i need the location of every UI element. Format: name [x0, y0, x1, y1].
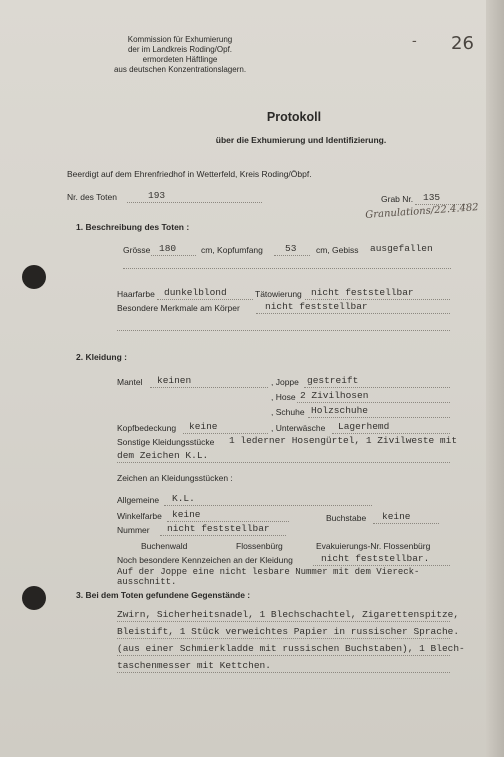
- page-dash: -: [412, 33, 417, 49]
- blank-line-2: [117, 330, 450, 331]
- head-circumference-label: cm, Kopfumfang: [201, 245, 263, 255]
- hair-line: [157, 299, 253, 300]
- special-marks-label: Noch besondere Kennzeichen an der Kleidung: [117, 555, 293, 565]
- headwear-value: keine: [189, 421, 218, 432]
- headwear-line: [183, 433, 268, 434]
- headwear-label: Kopfbedeckung: [117, 423, 177, 433]
- camp-evacuation: Evakuierungs-Nr. Flossenbürg: [316, 541, 431, 551]
- underwear-line: [332, 433, 450, 434]
- section2-heading: 2. Kleidung :: [76, 352, 127, 362]
- body-marks-value: nicht feststellbar: [265, 301, 368, 312]
- letter-label: Buchstabe: [326, 513, 367, 523]
- number-label: Nummer: [117, 525, 150, 535]
- found-items-line-2: Bleistift, 1 Stück verweichtes Papier in russischer Sprache.: [117, 626, 460, 637]
- special-note-1: Auf der Joppe eine nicht lesbare Nummer mit dem Viereck-: [117, 567, 420, 577]
- triangle-color-line: [167, 521, 289, 522]
- hair-value: dunkelblond: [164, 287, 227, 298]
- clothing-marks-heading: Zeichen an Kleidungsstücken :: [117, 473, 233, 483]
- dead-number-label: Nr. des Toten: [67, 192, 117, 202]
- underwear-label: , Unterwäsche: [271, 423, 326, 433]
- found-items-rule-4: [117, 672, 450, 673]
- tattoo-line: [305, 299, 450, 300]
- found-items-rule-1: [117, 621, 450, 622]
- page-title: Protokoll: [266, 110, 322, 124]
- coat-line: [150, 387, 268, 388]
- commission-line-3: ermordeten Häftlinge: [142, 55, 218, 64]
- found-items-rule-3: [117, 655, 450, 656]
- found-items-line-1: Zwirn, Sicherheitsnadel, 1 Blechschachtel, Zigarettenspitze,: [117, 609, 460, 620]
- grave-number-label: Grab Nr.: [381, 194, 414, 204]
- tattoo-value: nicht feststellbar: [311, 287, 414, 298]
- commission-line-4: aus deutschen Konzentrationslagern.: [113, 65, 247, 74]
- shoes-value: Holzschuhe: [311, 405, 369, 416]
- handwritten-annotation: Granulations/22.4.482: [365, 202, 479, 221]
- body-marks-label: Besondere Merkmale am Körper: [117, 303, 240, 313]
- trousers-label: , Hose: [271, 392, 296, 402]
- camp-flossenbuerg: Flossenbürg: [236, 541, 283, 551]
- page-number: 26: [451, 33, 474, 54]
- page-edge: [486, 0, 504, 757]
- underwear-value: Lagerhemd: [338, 421, 390, 432]
- head-circumference-value: 53: [285, 243, 297, 254]
- size-value: 180: [159, 243, 177, 254]
- trousers-value: 2 Zivilhosen: [300, 390, 369, 401]
- size-line: [151, 255, 196, 256]
- body-marks-line: [256, 313, 450, 314]
- other-clothing-value-2: dem Zeichen K.L.: [117, 450, 209, 461]
- section3-heading: 3. Bei dem Toten gefundene Gegenstände :: [76, 590, 251, 600]
- punch-hole-bottom: [22, 586, 46, 610]
- jacket-label: , Joppe: [271, 377, 299, 387]
- tattoo-label: Tätowierung: [255, 289, 302, 299]
- special-note-2: ausschnitt.: [117, 577, 177, 587]
- special-marks-value: nicht feststellbar.: [321, 553, 430, 564]
- general-label: Allgemeine: [117, 495, 160, 505]
- dead-number-line: [127, 202, 262, 203]
- grave-number-value: 135: [423, 192, 441, 203]
- found-items-rule-2: [117, 638, 450, 639]
- found-items-line-3: (aus einer Schmierkladde mit russischen Buchstaben), 1 Blech-: [117, 643, 465, 654]
- shoes-line: [308, 417, 450, 418]
- coat-label: Mantel: [117, 377, 143, 387]
- commission-line-2: der im Landkreis Roding/Opf.: [127, 45, 233, 54]
- burial-label: Beerdigt auf dem Ehrenfriedhof in Wetterfeld, Kreis Roding/Öbpf.: [67, 169, 312, 179]
- general-value: K.L.: [172, 493, 195, 504]
- section1-heading: 1. Beschreibung des Toten :: [76, 222, 190, 232]
- shoes-label: , Schuhe: [271, 407, 305, 417]
- other-clothing-label: Sonstige Kleidungsstücke: [117, 437, 215, 447]
- punch-hole-top: [22, 265, 46, 289]
- letter-value: keine: [382, 511, 411, 522]
- blank-line: [123, 268, 451, 269]
- special-marks-line: [313, 565, 450, 566]
- number-line: [160, 535, 286, 536]
- head-circumference-line: [274, 255, 310, 256]
- trousers-line: [297, 402, 450, 403]
- jacket-value: gestreift: [307, 375, 359, 386]
- triangle-color-label: Winkelfarbe: [117, 511, 162, 521]
- size-label: Grösse: [123, 245, 151, 255]
- triangle-color-value: keine: [172, 509, 201, 520]
- page-subtitle: über die Exhumierung und Identifizierung.: [215, 135, 387, 145]
- number-value: nicht feststellbar: [167, 523, 270, 534]
- general-line: [164, 505, 372, 506]
- jacket-line: [304, 387, 450, 388]
- letter-line: [373, 523, 439, 524]
- teeth-value: ausgefallen: [370, 243, 433, 254]
- other-clothing-value-1: 1 lederner Hosengürtel, 1 Zivilweste mit: [229, 435, 458, 446]
- camp-buchenwald: Buchenwald: [141, 541, 188, 551]
- dead-number-value: 193: [148, 190, 166, 201]
- found-items-line-4: taschenmesser mit Kettchen.: [117, 660, 271, 671]
- hair-label: Haarfarbe: [117, 289, 155, 299]
- other-clothing-line: [117, 462, 450, 463]
- commission-line-1: Kommission für Exhumierung: [127, 35, 233, 44]
- coat-value: keinen: [157, 375, 192, 386]
- teeth-label: cm, Gebiss: [316, 245, 359, 255]
